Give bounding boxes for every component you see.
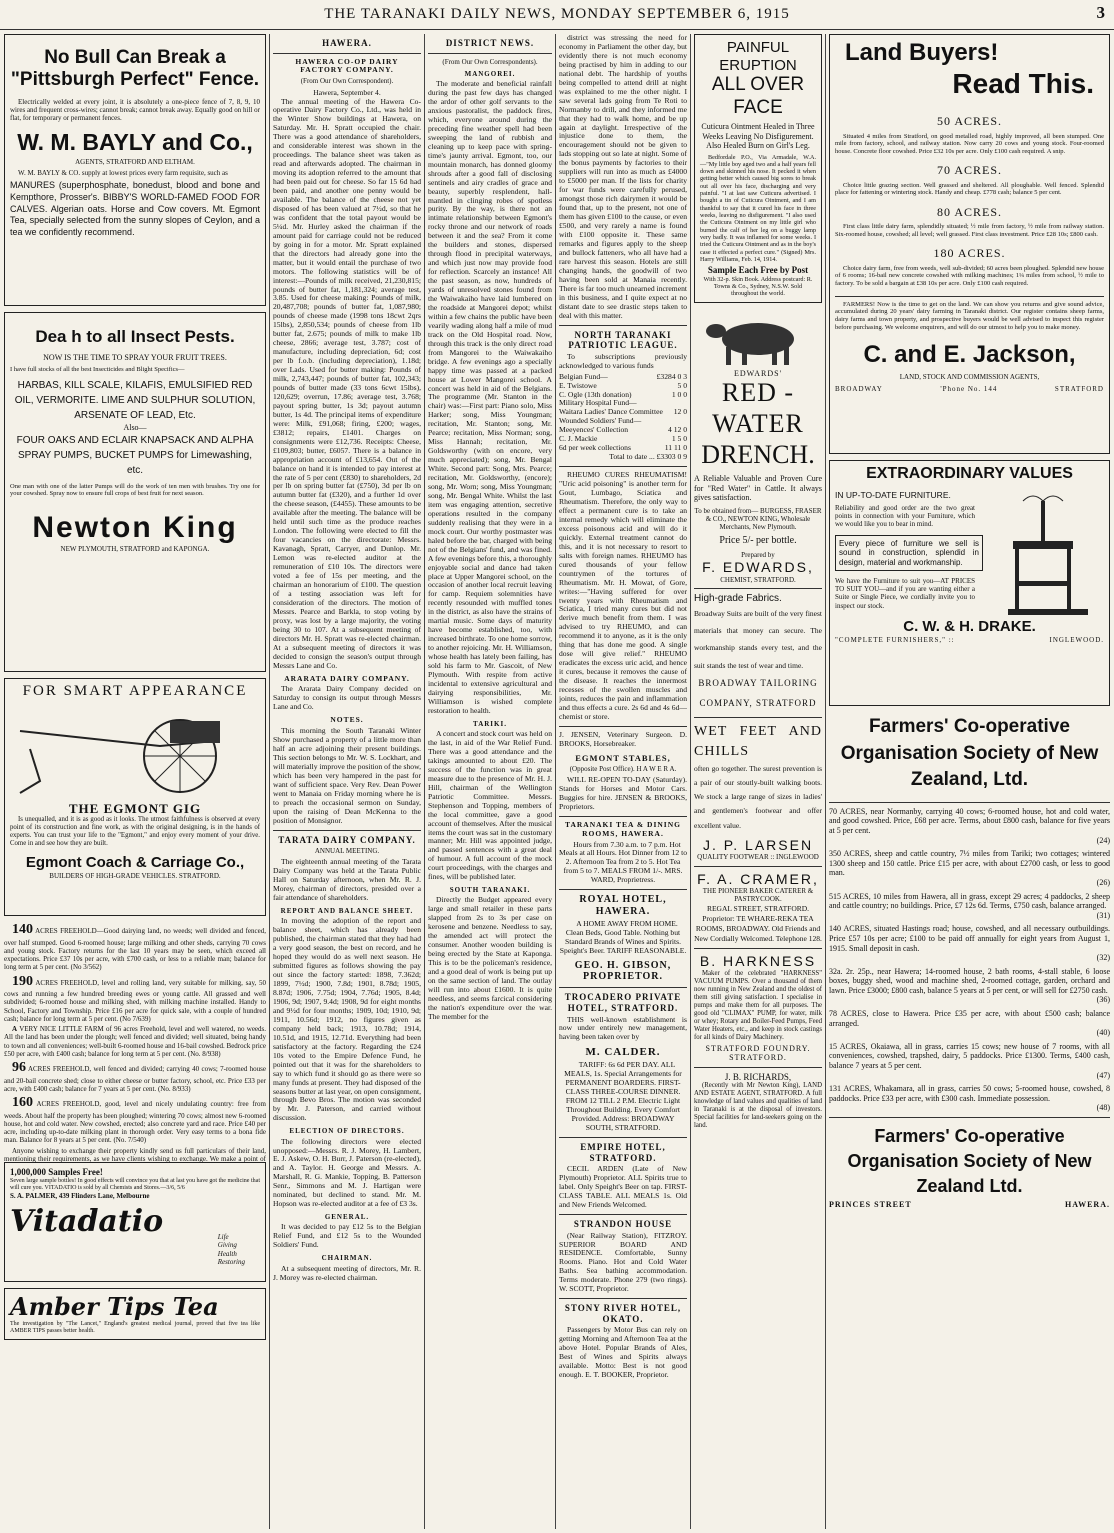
values-sub: IN UP-TO-DATE FURNITURE.: [835, 489, 951, 500]
byline: (From Our Own Correspondents).: [442, 57, 538, 66]
masthead-title: THE TARANAKI DAILY NEWS, MONDAY SEPTEMBER 6, 1915: [324, 6, 790, 22]
bull-headline-1: No Bull Can Break a: [44, 47, 226, 68]
fabrics-body: Broadway Suits are built of the very finest materials that money can secure. The workmanship stands every test, and the suit stands the test of wear and time.: [694, 608, 822, 670]
larsen-name: J. P. LARSEN: [702, 836, 814, 853]
page-number: 3: [1096, 3, 1106, 22]
ad-jackson: [829, 34, 1110, 454]
foundry: STRATFORD FOUNDRY. STRATFORD.: [705, 1043, 811, 1063]
coop-listing: 78 ACRES, close to Hawera. Price £35 per acre, with about £500 cash; balance arranged. (40): [829, 1009, 1110, 1038]
gig-illustration: [10, 701, 260, 801]
gig-name: THE EGMONT GIG: [68, 800, 202, 816]
listing-text: First class little dairy farm, splendidly situated; ½ mile from factory, ½ mile from railway station. Six-roomed house, cowshed; all level; well grassed. First class investment. Price £28 10s; £800 cash.: [835, 223, 1104, 238]
dining-rooms: TARANAKI TEA & DINING ROOMS, HAWERA.: [565, 819, 681, 838]
article-body: The following directors were elected unopposed:—Messrs. R. J. Morey, H. Lambert, E. J. Askew, O. H. Burr, J. Paterson (re-elected), and A. Taylor. H. George and Messrs. A. Marshall, R. G. Mankie, Topping, B. Patterson Senr., Simmons and M. J. Hartigan were nominated, but declined to stand. Mr. M. Hopson was re-elected auditor at a fee of £3 3s.: [273, 1136, 421, 1209]
article-body: district was stressing the need for economy in Parliament the other day, but evidently there is not much economy being practised by him in adding to our national debt. The hardship of youths being compelled to attend drill at night was explained to me the other night. I saw several lads going from Te Roti to Normanby to drill, and they informed me that they had to walk home, and be up again at daylight. Irrespective of the injustice done to them, the encouragement should not be given to lads stopping out so late at night. Some of the bonus payments by factories to their suppliers will run into as much as £4000 to £5000 per man. If the lists for charity for war funds were carefully perused, amongst those rich dairymen it would be found that, up to the present, not one of them has given £100 to the cause, or even £500, and very rarely a name is found with £100 opposite it. These same remarks and figures apply to the sheep and bullock fatteners, who all have had a rare harvest this season. Hotels are still changing hands, the goodwill of two having been sold at Manaia recently. There is far too much unearned increment in this business, and I quite expect at no distant date to see drastic steps taken to deal with this matter.: [559, 34, 687, 320]
bayly-body: W. M. BAYLY & CO. supply at lowest prices every farm requisite, such as: [18, 168, 228, 177]
stables-sub: (Opposite Post Office). H A W E R A.: [569, 764, 677, 773]
drench-obtain: To be obtained from— BURGESS, FRASER & CO., NEWTON KING, Wholesale Merchants, New Plymouth.: [694, 506, 822, 531]
values-body-2: We have the Furniture to suit you—AT PRICES TO SUIT YOU—and if you are wanting either a Suite or Single Piece, we cordially invite you to inspect our stock.: [835, 576, 975, 610]
article-subheading: ANNUAL MEETING.: [314, 847, 380, 856]
cramer-name: F. A. CRAMER,: [697, 870, 819, 887]
wet-head: WET FEET AND CHILLS: [694, 724, 822, 760]
vitadatio-brand: Vitadatio: [10, 1204, 164, 1240]
drench-head-2: DRENCH.: [701, 439, 815, 469]
royal-hotel: ROYAL HOTEL, HAWERA.: [579, 894, 667, 918]
article-heading: TARIKI.: [473, 719, 507, 728]
read-this-head: Read This.: [952, 68, 1094, 100]
pests-small: I have full stocks of all the best Insecticides and Blight Specifics—: [10, 366, 185, 374]
empire-body: CECIL ARDEN (Late of New Plymouth) Proprietor. ALL Spirits true to label. Only Speight's Beer on tap. FIRST-CLASS TABLE. ALL MEALS 1s. Old and New Friends Welcomed.: [559, 1164, 687, 1209]
league-item: C. Ogle (13th donation) 1 0 0: [559, 389, 687, 399]
drench-head-1: RED - WATER: [712, 378, 804, 438]
farm-listing: 160 ACRES FREEHOLD, good, level and nicely undulating country: free from weeds. About half the property has been ploughed; wintering 70 cows; almost new 6-roomed house, hot and cold water. New cowshed, erected; also concrete yard and race. Price £40 per acre, including up-to-date milking plant in thorough order. Very easy terms to a bona fide man. Balance for 8 years at 5 per cent. (No. 7/540): [4, 1095, 266, 1145]
bayly-name: W. M. BAYLY and Co.,: [17, 128, 253, 155]
stony-body: Passengers by Motor Bus can rely on getting Morning and Afternoon Tea at the above Hotel. Popular Brands of Ales, Best of Wines and Spirits always available. Motto: Best is not good enough. E. T. BOOKER, Proprietor.: [559, 1325, 687, 1380]
cuticura-head-1: PAINFUL ERUPTION: [719, 39, 797, 74]
newton-king-name: Newton King: [32, 510, 238, 544]
edwards-sub: CHEMIST, STRATFORD.: [720, 575, 796, 584]
article-body: This morning the South Taranaki Winter Show purchased a property of a little more than half an acre adjoining their present buildings. This section belongs to Mr. W. S. Lockhart, and will materially improve the position of the show, which has been very hampered in the past for want of sufficient space. Very Rev. Dean Power went to Manaia on Friday morning where he is to preach the occasional sermon on Sunday, upon the raising of Dean McKenna to the position of Monsignor.: [273, 726, 421, 825]
dateline: Hawera, September 4.: [313, 87, 381, 97]
trocadero-hotel: TROCADERO PRIVATE HOTEL, STRATFORD.: [564, 992, 682, 1013]
pests-also: Also—: [123, 423, 147, 433]
vitadatio-address: S. A. PALMER, 439 Flinders Lane, Melbourne: [10, 1191, 150, 1200]
cow-illustration: [694, 309, 822, 369]
league-list: [559, 373, 687, 454]
article-body: The eighteenth annual meeting of the Tarata Dairy Company was held at the Tarata Public Hall on Saturday afternoon, when Mr. R. J. Morey, chairman of directors, presided over a fair attendance of shareholders.: [273, 857, 421, 903]
rheumo-ad: RHEUMO CURES RHEUMATISM! "Uric acid poisoning" is another term for Gout, Lumbago, Sciatica and Rheumatism. Therefore, the only way to effect a permanent cure is to take an internal remedy which will eliminate the excess poisonous acid and will do it quickly. External treatment cannot do this, and it is not necessary to resort to salts with foreign names. RHEUMO has cured thousands of your fellow countrymen of the tortures of Rheumatism. Mr. H. Mowat, of Gore, writes:—"Having suffered for over twenty years with Rheumatism and Sciatica, I tried many cures but did not derive much benefit from them. I was advised to try RHEUMO, and can recommend it to anyone, as it is the only thing that has done me good. A single dose will give relief." RHEUMO eradicates the excess uric acid, and hence it cures, because it removes the cause of the disease. It reaches the innermost recesses of the swollen muscles and joints, reduces the pain and inflammation and thus effects a cure. 2s 6d and 4s 6d—chemist or store.: [559, 470, 687, 721]
column-rule: [555, 34, 556, 1529]
richards-body: (Recently with Mr Newton King), LAND AND ESTATE AGENT, STRATFORD. A full knowledge of land values and qualities of land in Taranaki is at the disposal of investors. Special facilities for land-seekers going on the land.: [694, 1082, 822, 1130]
column-rule: [825, 34, 826, 1529]
drench-body: A Reliable Valuable and Proven Cure for "Red Water" in Cattle. It always gives satisfaction.: [694, 474, 822, 503]
cuticura-address: With 32-p. Skin Book. Address postcard: R. Towns & Co., Sydney, N.S.W. Sold throughout the world.: [703, 275, 813, 298]
article-heading: NORTH TARANAKI PATRIOTIC LEAGUE.: [568, 329, 678, 351]
ad-bayly: [4, 34, 266, 306]
pests-note: One man with one of the latter Pumps will do the work of ten men with brushes. Try one for your cowshed. Spray now to ensure full crops of best fruit for next season.: [10, 482, 260, 498]
strandon-body: (Near Railway Station), FITZROY. SUPERIOR BOARD AND RESIDENCE. Comfortable, Sunny Rooms. Piano. Hot and Cold Water Baths. Sea bathing accommodation. Terms moderate. Phone 279 (two rings). W. SCOTT, Proprietor.: [559, 1230, 687, 1294]
land-buyers-head: Land Buyers!: [845, 39, 999, 66]
trocadero-body-2: TARIFF: 6s 6d PER DAY. ALL MEALS, 1s. Special Arrangements for PERMANENT BOARDERS. FIRST-CLASS THREE-COURSE DINNER. FROM 12 TILL 2 P.M. Electric Light Throughout Building. Every Comfort Provided. Address: BROADWAY SOUTH, STRATFORD.: [564, 1060, 682, 1132]
league-item: Waitara Ladies' Dance Committee 12 0: [559, 407, 687, 417]
harkness-body: Maker of the celebrated "HARKNESS" VACUUM PUMPS. Over a thousand of them now running in New Zealand and the oldest of them still giving satisfaction. I specialise in pumps and make them for all purposes. The good old "CLIMAX" PUMP, for water, milk or whey; Rotary and Boiler-Feed Pumps, Feed Water Heaters, etc., and keep in stock castings for all kinds of Dairy Machinery.: [694, 969, 822, 1041]
article-heading: CHAIRMAN.: [321, 1254, 373, 1263]
article-heading: SOUTH TARANAKI.: [449, 886, 531, 895]
farms-note: Anyone wishing to exchange their property kindly send us full particulars of their land, mentioning their requirements, as we have clients wishing to exchange. We make a point of: [4, 1146, 266, 1162]
values-body: Reliability and good order are the two great points in connection with your Furniture, which we would like you to bear in mind.: [835, 503, 975, 529]
strandon-house: STRANDON HOUSE: [573, 1218, 673, 1229]
coop-listing: 15 ACRES, Okaiawa, all in grass, carries 15 cows; new house of 7 rooms, with all conveniences, cowshed, trapshed, dairy, 5 paddocks. Price £1300. Terms, £400 cash, balance 7 years at 5 per cent. (47): [829, 1041, 1110, 1080]
article-heading: NOTES.: [330, 715, 364, 725]
jackson-sub: LAND, STOCK AND COMMISSION AGENTS,: [899, 373, 1040, 382]
edwards-label: EDWARDS': [733, 368, 783, 378]
article-heading: TARATA DAIRY COMPANY.: [278, 834, 416, 845]
cuticura-sub: Cuticura Ointment Healed in Three Weeks Leaving No Disfigurement. Also Healed Burn on Girl's Leg.: [701, 122, 815, 151]
listing-text: Choice dairy farm, free from weeds, well sub-divided; 60 acres been ploughed. Splendid new house of 6 rooms; 16-bail new concrete cowshed with milking machines; 1¼ miles from school, ½ mile to factory. To be sold a bargain at £38 10s per acre. Only £100 cash required.: [835, 264, 1104, 287]
listing-title: 80 ACRES.: [936, 204, 1002, 219]
loan-farms: [4, 922, 266, 1162]
listing-title: 70 ACRES.: [936, 163, 1002, 178]
tailoring: BROADWAY TAILORING COMPANY, STRATFORD: [698, 677, 818, 708]
article-body: Directly the Budget appeared every large and small retailer in these parts slapped from 2s to 3s per case on kerosene and benzene. Needless to say, the amended act will protect the consumer. Another wooden building is being erected by the State at Kaponga. This is to be the policeman's residence, and a good deal of work is being put up on the same section of land. The outlay will run into about £1600. It is quite needless, and seems farcical considering the nation's expenditure over the war. The member for the: [428, 895, 552, 1021]
coop-listing: 131 ACRES, Whakamara, all in grass, carries 50 cows; 5-roomed house, cowshed, 8 paddocks. Price £33 per acre, with £300 cash. Immediate possession. (48): [829, 1084, 1110, 1113]
column-5: [694, 34, 822, 1529]
edwards-name: F. EDWARDS,: [702, 559, 814, 576]
jackson-name: C. and E. Jackson,: [863, 341, 1076, 369]
league-intro: To subscriptions previously acknowledged to various funds: [559, 351, 687, 370]
cramer-sub: THE PIONEER BAKER CATERER & PASTRYCOOK.: [702, 887, 814, 904]
jackson-address: BROADWAY 'Phone No. 144 STRATFORD: [835, 384, 1104, 393]
stony-river-hotel: STONY RIVER HOTEL, OKATO.: [564, 1303, 682, 1324]
column-rule: [269, 34, 270, 1529]
wet-body: often go together. The surest prevention is a pair of our stoutly-built walking boots. We stock a large range of sizes in ladies' and gentlemen's footwear and offer excellent value.: [694, 763, 822, 830]
bayly-manures: MANURES (superphosphate, bonedust, blood and bone and Kempthore, Prosser's. BIBBY'S WORLD-FAMED FOOD FOR CALVES. Algerian oats. Horse and Cow covers. Mt. Egmont Tea, specially selected from the sunny slopes of Ceylon, and a tea we confidently recommend.: [10, 180, 260, 237]
coop-address: PRINCES STREET HAWERA.: [829, 1199, 1110, 1209]
cuticura-sample: Sample Each Free by Post: [707, 265, 809, 276]
league-item: Wounded Soldiers' Fund—: [559, 416, 642, 426]
pests-sub: NOW IS THE TIME TO SPRAY YOUR FRUIT TREES.: [43, 353, 227, 363]
values-box: Every piece of furniture we sell is sound in construction, splendid in design, material and workmanship.: [835, 535, 983, 571]
farm-listing: 96 ACRES FREEHOLD, well fenced and divided; carrying 40 cows; 7-roomed house and 20-bail concrete shed; close to either cheese or butter factory, school, etc. Price £33 per acre, with £400 cash; balance for 7 years at 5 per cent. (No. 8/933): [4, 1060, 266, 1093]
league-item: Meeyences' Collection 4 12 0: [559, 425, 687, 435]
harkness-name: B. HARKNESS: [699, 953, 817, 970]
dining-body: Hours from 7.30 a.m. to 7 p.m. Hot Meals at all Hours. Hot Dinner from 12 to 2. Afternoon Tea from 2 to 5. Hot Tea from 5 to 7. MEALS FROM 1/-. MRS. WARD, Proprietress.: [559, 839, 687, 885]
article-body: In moving the adoption of the report and balance sheet, which has already been published, the chairman stated that they had had a very good season, the best on record, and he hoped they would do as well next season. He submitted figures as follows showing the pay out since the factory started: 1898, 7.362d; 1899, 7½d; 1900, 7.8d; 1901, 8.78d; 1905, 8.87d; 1906, 7.75d; 1904, 7.76d; 1905, 8.4d; 1906, 9d; 1907, 9.4d; 1908, 9d for eight months and 9½d for four months; 1909, 10d; 1910, 9d; 1911, 10.56d; 1912, no figures given as company held back; 1913, 10.78d; 1914, 10.51d, and 1915, 12.71d. Everything had been satisfactory at the factory. Regarding the £24 10s voted to the Empire Defence Fund, he pointed out that it was for the shareholders to say to which fund it should go as there were so many funds at present. They had disposed of the seasons butter at last year, on open consignment, through Bevo Bros. The motion was seconded by Mr. J. Paterson, and carried without discussion.: [273, 916, 421, 1123]
byline: (From Our Own Correspondent).: [300, 77, 394, 86]
pests-headline: Dea h to all Insect Pests.: [35, 327, 235, 346]
article-body: The moderate and beneficial rainfall during the past few days has changed the ardor of other golf servants to the anxious pastoralist, the paddock fires, which, everyone around during the preceding fine weather spell had been sweeping the land of rubbish and cleaning up to keep pace with spring-time's jaunty arrival. Egmont, too, our mountain monarch, has donned gloomy shrouds after a good fall of disclosing sentinels and airy cradles of grace and beauty, superbly resplendent, hall-mantled in clinging robes of spotless purity. By the way, is there not an intimate relationship between Egmont's rocky throne and our network of roads between it and the sea? From it come the builders and stones, dispersed through flood in precipital waterways, and which just now may provide food for reflection. Scarcely an instance! All the past season, as now, hundreds of yards of unresolved stones found from the Waiwakaiho have laid lumbered on the roadside at Mangorei depot; whilst within a few chains the public have been vearily wading along half a mile of mud track on the Old Hospital road. Now, through this track is the only direct road from Mangorei to the Waiwakaiho bridge. A few evenings ago a specially happy time was passed at a packed house at Lower Mangorei school. A concert was held in aid of the Belgians. The programme (Mr. Stanton in the chair) was:—First part: Piano solo, Miss Harker; song, Miss Youngman; recitation, Mr. Stanton; song, Mr. Pearce; recitation, Miss Norman; song, Miss Hannah; recitation, Mr. Goldsworthy (with on encore, very much appreciated); song, Mr. Bengal White. Second part: Song, Mrs. Pearce; recitation, Mr. Goldsworthy, (encore); song, Mr. Worn; song, Miss Youngman; song, Mr. Bengal White. Whilst the last item was engaging attention, secretive operations resulted in the company suddenly realising that they were in a mock court. Our worthy postmaster was haled before the bar, charged with being not of the Belgians' fund, and was fined. A few evenings before this, a thoroughly enjoyable social and dance had taken place at Upper Mangorei school, on the occasion of another local recruit leaving for camp. Requiem solemnities have recently resounded with muffled tones in the district, as also have the strains of martial music. Some days of maturity have become established, too, with increased birthrate. To one home sorrow, to another rejoicing. Mr. H. Williamson, whose health has lately been failing, has sold his farm to Mr. Gascoit, of New Plymouth. With respite from active incidental to extensive agricultural and dairying responsibilities, Mr. Williamson is wished complete restoration to health.: [428, 79, 552, 715]
listing-title: 50 ACRES.: [936, 114, 1002, 129]
empire-hotel: EMPIRE HOTEL, STRATFORD.: [580, 1141, 666, 1163]
masthead: [0, 0, 1114, 30]
vitadatio-head: 1,000,000 Samples Free!: [10, 1167, 103, 1177]
ad-drake: [829, 460, 1110, 706]
drake-name: C. W. & H. DRAKE.: [903, 617, 1036, 635]
bull-body: Electrically welded at every joint, it is absolutely a one-piece fence of 7, 8, 9, 10 wires and frequent cross-wires; cannot break; cannot break away. Equally good on hill or flat, for temporary or permanent fences.: [10, 97, 260, 123]
article-heading: GENERAL.: [324, 1213, 370, 1222]
league-item: C. J. Mackie 1 5 0: [559, 434, 687, 444]
larsen-sub: QUALITY FOOTWEAR :: INGLEWOOD: [697, 853, 819, 862]
league-item: 6d per week collections 11 11 0: [559, 443, 687, 453]
article-heading: MANGOREI.: [464, 69, 516, 78]
column-rule: [424, 34, 425, 1529]
amber-brand: Amber Tips Tea: [10, 1292, 219, 1321]
column-4: [559, 34, 687, 1529]
egmont-stables: EGMONT STABLES,: [575, 752, 671, 763]
furniture-illustration: [993, 491, 1103, 641]
egmont-coach-sub: BUILDERS OF HIGH-GRADE VEHICLES. STRATFORD.: [49, 871, 221, 880]
richards-name: J. B. RICHARDS,: [724, 1071, 792, 1082]
vitadatio-tagline: Life Giving Health Restoring: [217, 1233, 245, 1267]
column-rule: [690, 34, 691, 1529]
cramer-body: REGAL STREET, STRATFORD. Proprietor: TE WHARE-REKA TEA ROOMS, BROADWAY. Old Friends and New Cordially Welcomed. Telephone 128.: [694, 903, 822, 944]
gig-body: Is unequalled, and it is as good as it looks. The utmost faithfulness is observed at every point of its construction and fine work, as with the original designing, is in the hands of experts. You can trust your life to the "Egmont," and enjoy every moment of your drive. Come in and see how they are built.: [10, 816, 260, 848]
bayly-agents: AGENTS, STRATFORD AND ELTHAM.: [75, 157, 195, 166]
bull-headline-2: "Pittsburgh Perfect" Fence.: [10, 69, 260, 91]
farm-listing: 140 ACRES FREEHOLD—Good dairying land, no weeds; well divided and fenced, over half stumped. Good 6-roomed house; large milking and other sheds, carrying 70 cows and young stock. Factory returns for the last 10 years may be seen, which exceed all expectations. Price £37 10s per acre, with £700 cash, or less to a reliable man; balance for long term at 5 per cent. (No 3/562): [4, 922, 266, 972]
article-heading: ELECTION OF DIRECTORS.: [289, 1127, 405, 1136]
fabrics-head: High-grade Fabrics.: [694, 593, 782, 605]
ad-newton-king: [4, 312, 266, 672]
column-6: [829, 34, 1110, 1529]
league-item: Belgian Fund— £3284 0 3: [559, 371, 687, 381]
listing-text: Choice little grazing section. Well grassed and sheltered. All ploughable. Well fenced. Splendid place for fattening or wintering stock. Handy and cheap. £778 cash; balance 5 per cent.: [835, 181, 1104, 197]
article-body: It was decided to pay £12 5s to the Belgian Relief Fund, and £12 5s to the Wounded Soldiers' Fund.: [273, 1222, 421, 1250]
ad-amber-tips: [4, 1288, 266, 1340]
trocadero-body: THIS well-known establishment is now under entirely new management, having been taken over by: [559, 1014, 687, 1042]
section-heading: HAWERA.: [322, 38, 372, 48]
coop-listing: 32a. 2r. 25p., near Hawera; 14-roomed house, 2 bath rooms, 4-stall stable, 6 loose boxes, buggy shed, wood and machine shed, 2-roomed cottage, garden, orchard and lawn. Price £3000; £800 cash, balance 5 years at 5 per cent, or will sell for £2750 cash. (36): [829, 966, 1110, 1005]
coop-listing: 350 ACRES, sheep and cattle country, 7½ miles from Tariki; two cottages; wintered 1300 sheep and 150 cattle. Price £15 per acre, with about £2700 cash, or less to good man. (26): [829, 849, 1110, 887]
ad-cuticura: [694, 34, 822, 303]
stables-body: WILL RE-OPEN TO-DAY (Saturday). Stands for Horses and Motor Cars. Buggies for hire. JENSEN & BROOKS, Proprietors.: [559, 775, 687, 811]
column-1: [4, 34, 266, 1529]
ad-vitadatio: [4, 1162, 266, 1282]
amber-line: The investigation by "The Lancet," England's greatest medical journal, proved that five tea like AMBER TIPS passes better health.: [10, 1321, 260, 1335]
league-item: Military Hospital Fund—: [559, 398, 637, 408]
drench-prepared: Prepared by: [741, 551, 775, 560]
farm-listing: 190 ACRES FREEHOLD, level and rolling land, very suitable for milking, say, 50 cows and running a few hundred breeding ewes or young cattle. All grassed and well subdivided; 6-roomed house and milking shed, with milking machine installed. Handy to School, Factory and Township. Price £16 per acre for quick sale, with a couple of hundred cash; balance for long term at 5 per cent. (No 7/639): [4, 973, 266, 1023]
gibson: GEO. H. GIBSON, PROPRIETOR.: [574, 959, 672, 983]
article-body: The Ararata Dairy Company decided on Saturday to consign its output through Messrs Lane and Co.: [273, 684, 421, 712]
article-body: The annual meeting of the Hawera Co-operative Dairy Factory Co., Ltd., was held in the Winter Show buildings at Hawera, on Saturday. Mr. H. Spratt occupied the chair. There was a good attendance of shareholders, and considerable interest was shown in the proceedings. The balance sheet was taken as read and afterwards adopted. The chairman in moving its adoption referred to the amount that had been paid out for cheese. So far 15 6d had been paid, and another one penny would be available. The balance of the cheese not yet disposed of has been valued at 7½d, so that he was confident that the total payout would be 5¼d. Mr. Hurley asked the chairman if the amount paid for carriage could not be reduced by going in for a motor. Mr. Spratt explained that the directors had already gone into the matter, but it would entail the purchase of two motors. The following statistics will be of interest:—Pounds of milk received, 21,230,815; pounds of butter fat, 1,181,324; average test, 3.85. Used for cheese making: Pounds of milk, 20,487,708; pounds of butter fat, 1,087,980; pounds of cheese made (1998 tons 18cwt 2qrs 15lbs), 2,850,534; pounds of cheese from 1lb butter fat, 2.675; pounds of milk to make 1lb cheese, 2866; average test, 3.787; cost of manufacture, including depreciation, 6d; cost per lb f.o.b. (including depreciation), 1.18d; over Lads. Used for butter making: Pounds of milk, 2,743,447; pounds of butter fat, 102,343; pounds of butter made (33 tons 6cwt 15lbs), 120,629; overrun, 17.86; average test, 3.768; payout spring butter, 1s 3d; payout autumn butter, 1s 4d. The principal items of expenditure were: Milk, £91,068; firing, £200; wages, £3812; repairs, £1401. Charges on consignments were £12,736. Receipts: Cheese, £109,803; butter, £6057. There is a balance in appropriation account of £13,654. Out of the balance on hand it is intended to pay interest at the rate of 5 per cent (£830) to shareholders, 2d per lb on spring butter fat (£750), 3d per lb on autumn butter fat (£320), and a further 1d over the cheese season, (£4455). These amounts to be available after the meeting. The balance will be held until such time as the produce reaches London. The following were elected to fill the four vacancies on the directorate: Messrs. Kavanagh, Spratt, Carryer, and Dunlop. Mr. Lemon was re-elected auditor at the remuneration of £10 10s. The directors were voted a fee of 15s per meeting, and the chairman an honorarium of £100. The question of a testing association was left for consideration of the directors. The motion of Messrs. Pearce and Barkla, to stop voting by proxy, was lost by a large majority, the voting being 30 to 107. At a subsequent meeting of directors Mr. H. Spratt was re-elected chairman. At a subsequent meeting of directors it was decided to consign the season's output through Messrs Lane and Co.: [273, 96, 421, 670]
article-heading: HAWERA CO-OP DAIRY FACTORY COMPANY.: [295, 56, 399, 75]
listing-text: Situated 4 miles from Stratford, on good metalled road, highly improved, all been stumped. One mile from factory, school, and railway station. Now carry 20 cows and young stock. Four-roomed house. Concrete floor cowshed. Price £32 10s per acre. Only £100 cash required. A snip.: [835, 132, 1104, 155]
values-head: EXTRAORDINARY VALUES: [866, 465, 1073, 482]
egmont-coach-name: Egmont Coach & Carriage Co.,: [25, 854, 245, 872]
royal-body: A HOME AWAY FROM HOME. Clean Beds, Good Table. Nothing but Standard Brands of Wines and Spirits. Speight's Beer. TARIFF REASONABLE.: [559, 918, 687, 955]
newton-king-towns: NEW PLYMOUTH, STRATFORD and KAPONGA.: [60, 545, 210, 554]
jensen-names: J. JENSEN, Veterinary Surgeon. D. BROOKS, Horsebreaker.: [559, 729, 687, 748]
article-body: A concert and stock court was held on the last, in aid of the War Relief Fund. There was a good attendance and the takings amounted to about £20. The success of the function was in great measure due to the presence of Mr. H. J. Hill, chairman of the Wellington Patriotic Committee. Messrs. Stephenson and Topping, members of the local committee, gave a good account of themselves. After the musical items the court was sat in the customary manner; Mr. Hill was appointed judge, and passed sentences with a great deal of humour. A full account of the mock court proceedings, with the charges and fines, will be published later.: [428, 729, 552, 882]
article-body: At a subsequent meeting of directors, Mr. R. J. Morey was re-elected chairman.: [273, 1263, 421, 1282]
coop-head-2: Farmers' Co-operative Organisation Society of New Zealand Ltd.: [847, 1126, 1092, 1197]
column-2: [273, 34, 421, 1529]
farm-listing: A VERY NICE LITTLE FARM of 96 acres Freehold, level and well watered, no weeds. All the land has been under the plough; well fenced and divided; well situated, being handy to town and all conveniences; well-built 6-roomed house and 16-bail cowshed. Bedrock price £50 per acre, with £400 cash; balance for long term at 5 per cent. (No. 8/938): [4, 1025, 266, 1058]
article-heading: REPORT AND BALANCE SHEET.: [280, 907, 414, 916]
drench-price: Price 5/- per bottle.: [719, 535, 797, 547]
cuticura-head-2: ALL OVER FACE: [711, 74, 805, 118]
coop-listing: 70 ACRES, near Normanby, carrying 40 cows; 6-roomed house, hot and cold water, and good cowshed. Price, £68 per acre. Terms, about £800 cash, balance for five years at 5 per cent. (24): [829, 806, 1110, 845]
jackson-note: FARMERS! Now is the time to get on the land. We can show you returns and give sound advice, accumulated during 20 years' dairy farming in Taranaki district. Our register contains sheep farms, dairy farms and town property, and prospective buyers would be well advised to inspect this register before purchasing. We welcome enquirers, and will do our utmost to help you to make money.: [835, 300, 1104, 331]
coop-listing: 140 ACRES, situated Hastings road; house, cowshed, and all necessary outbuildings. Price £57 10s per acre; £100 to be paid off annually for eight years from August 1, 1915. Small deposit in cash. (32): [829, 924, 1110, 963]
gig-headline: FOR SMART APPEARANCE: [22, 683, 248, 699]
cuticura-body: Bedfordale P.O., Via Armadale, W.A.—"My little boy aged two and a half years fell down and skinned his nose. It pecked it when getting better which caused big sores to break out all over his face, discharging and very painful. "I at last saw Cuticura advertised. I bought a tin of Cuticura Ointment, and I am thankful to say that it cured his face in three weeks, leaving no disfigurement. "I also used the Cuticura Ointment on my little girl who burned the calf of her leg on a buggy lamp very badly. It was inflamed for some weeks. I tried the Cuticura Ointment and as in the boy's case it effected a perfect cure." (Signed) Mrs. Harry Williams, Feb. 14, 1914.: [700, 153, 816, 263]
coop-head: Farmers' Co-operative Organisation Society of New Zealand, Ltd.: [840, 716, 1099, 791]
ad-egmont-gig: [4, 678, 266, 916]
calder: M. CALDER.: [585, 1046, 661, 1059]
article-heading: ARARATA DAIRY COMPANY.: [284, 673, 410, 683]
league-total: Total to date ... £3303 0 9: [609, 452, 687, 462]
drake-sub: "COMPLETE FURNISHERS," :: INGLEWOOD.: [835, 635, 1104, 644]
section-heading: DISTRICT NEWS.: [445, 38, 535, 48]
coop-listing: 515 ACRES, 10 miles from Hawera, all in grass, except 29 acres; 4 paddocks, 2 sheep and cattle country; no buildings. Price, £7 12s 6d. Terms, £750 cash, balance arranged. (31): [829, 891, 1110, 920]
pests-list: HARBAS, KILL SCALE, KILAFIS, EMULSIFIED RED OIL, VERMORITE. LIME AND SULPHUR SOLUTION, ARSENATE OF LEAD, Etc.: [14, 380, 256, 422]
listing-title: 180 ACRES.: [933, 246, 1006, 261]
league-item: E. Twistowe 5 0: [559, 380, 687, 390]
pests-pumps: FOUR OAKS AND ECLAIR KNAPSACK AND ALPHA SPRAY PUMPS, BUCKET PUMPS for Limewashing, etc.: [16, 434, 254, 476]
vitadatio-body: Seven large sample bottles! In good effects will convince you that at last you have got the medicine that will cure you. VITADATIO is sold by all Chemists and Stores.—3/6, 5/6: [10, 1177, 260, 1191]
column-3: [428, 34, 552, 1529]
